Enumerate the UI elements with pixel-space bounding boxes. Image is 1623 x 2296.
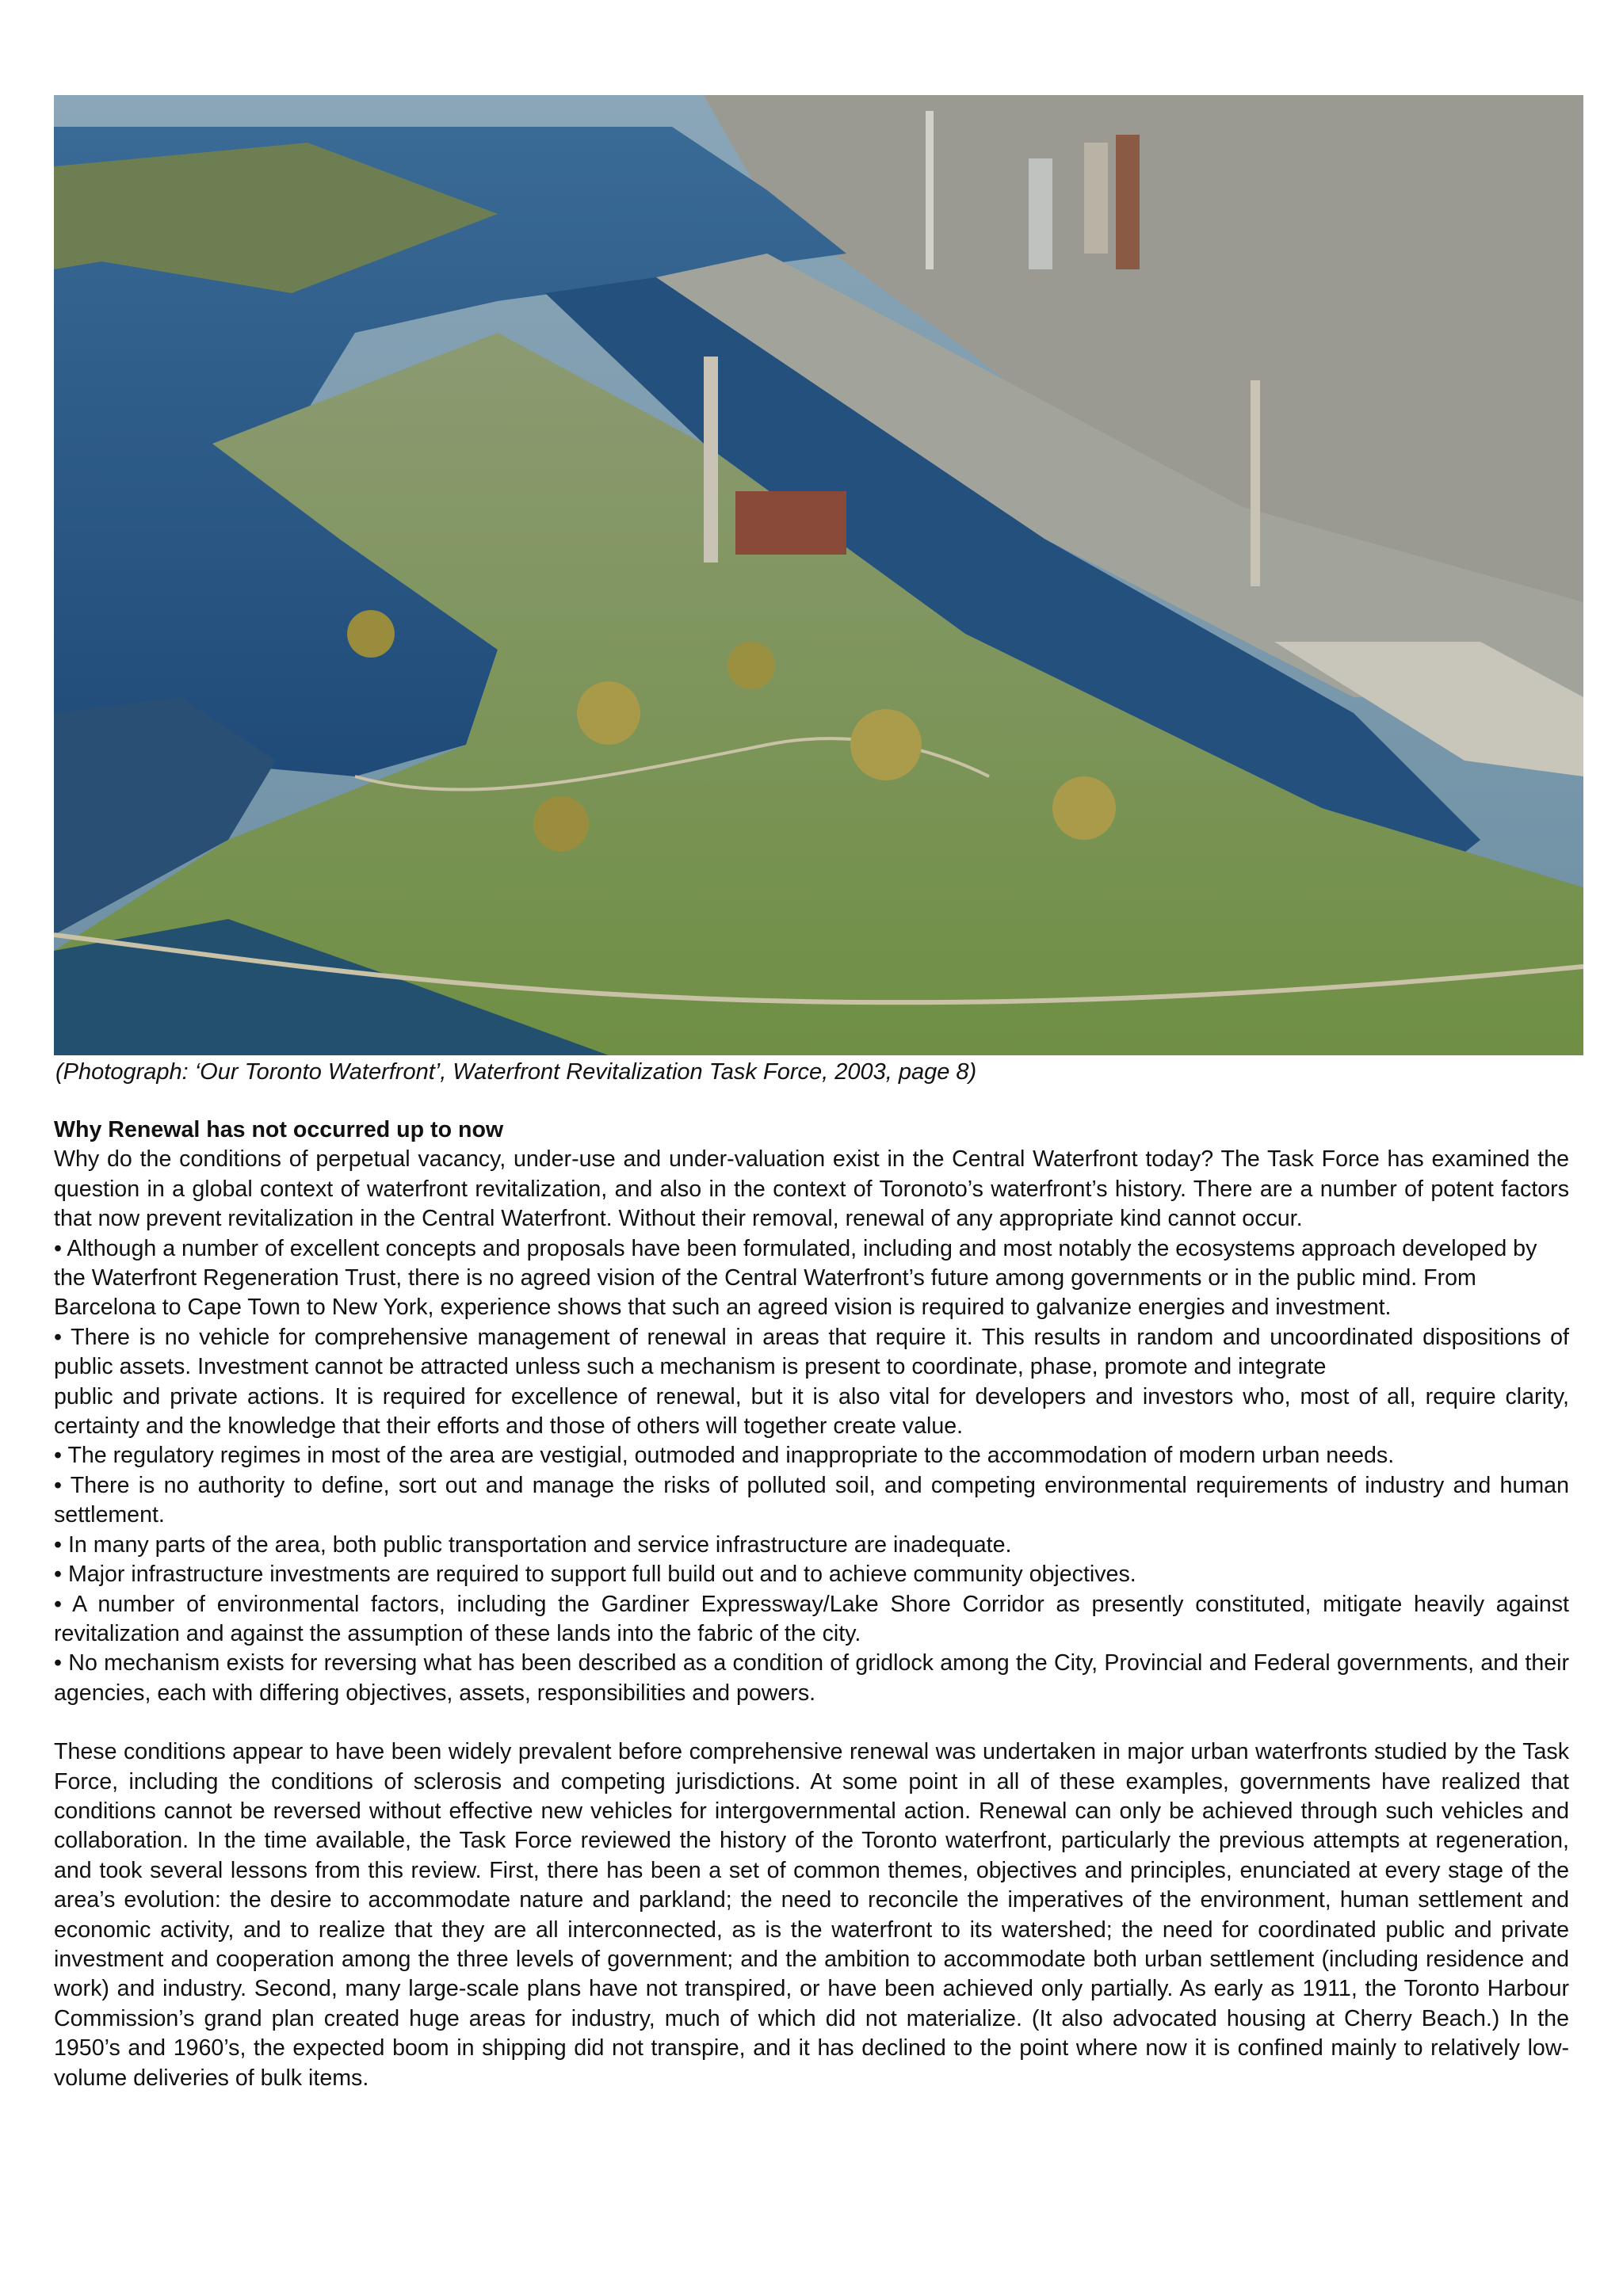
intro-paragraph: Why do the conditions of perpetual vacancy, under-use and under-valuation exist in the Central Waterfront today? The Task Force has examined the question in a global context of waterfront revitalization, and also in the context of Toronoto’s waterfront’s history. There are a number of potent factors that now prevent revitalization in the Central Waterfront. Without their removal, renewal of any appropriate kind cannot occur. [54,1146,1569,1232]
aerial-photo-illustration [54,95,1583,1055]
bullet-3: • The regulatory regimes in most of the area are vestigial, outmoded and inappropriate to the accommodation of modern urban needs. [54,1443,1395,1469]
bullet-2: • There is no vehicle for comprehensive management of renewal in areas that require it. This results in random and uncoordinated dispositions of public assets. Investment cannot be attracted unless such a mechanism is present to coordinate, phase, promote and integrate [54,1324,1569,1380]
bullet-4: • There is no authority to define, sort out and manage the risks of polluted soil, and competing environmental requirements of industry and human settlement. [54,1472,1569,1528]
paragraph-gap [54,1708,1569,1737]
section-heading: Why Renewal has not occurred up to now [54,1117,504,1142]
bullet-1: • Although a number of excellent concepts and proposals have been formulated, including and most notably the ecosystems approach developed by the Waterfront Regeneration Trust, there is no agreed vision of the Central Waterfront’s future among governments or in the public mind. From Barcelona to Cape Town to New York, experience shows that such an agreed vision is required to galvanize energies and investment. [54,1235,1537,1321]
bullet-7: • A number of environmental factors, including the Gardiner Expressway/Lake Shore Corridor as presently constituted, mitigate heavily against revitalization and against the assumption of these lands into the fabric of the city. [54,1591,1569,1646]
bullet-2-continuation: public and private actions. It is required for excellence of renewal, but it is also vital for developers and investors who, most of all, require clarity, certainty and the knowledge that their efforts and those of others will together create value. [54,1383,1569,1440]
aerial-photograph [54,95,1583,1055]
bullet-8: • No mechanism exists for reversing what has been described as a condition of gridlock among the City, Provincial and Federal governments, and their agencies, each with differing objectives, assets, responsibilities and powers. [54,1650,1569,1706]
bullet-6: • Major infrastructure investments are required to support full build out and to achieve community objectives. [54,1562,1136,1588]
conclusion-paragraph: These conditions appear to have been widely prevalent before comprehensive renewal was undertaken in major urban waterfronts studied by the Task Force, including the conditions of sclerosis and competing jurisdictions. At some point in all of these examples, governments have realized that conditions cannot be reversed without effective new vehicles for intergovernmental action. Renewal can only be achieved through such vehicles and collaboration. In the time available, the Task Force reviewed the history of the Toronto waterfront, particularly the previous attempts at regeneration, and took several lessons from this review. First, there has been a set of common themes, objectives and principles, enunciated at every stage of the area’s evolution: the desire to accommodate nature and parkland; the need to reconcile the imperatives of the environment, human settlement and economic activity, and to realize that they are all interconnected, as is the waterfront to its watershed; the need for coordinated public and private investment and cooperation among the three levels of government; and the ambition to accommodate both urban settlement (including residence and work) and industry. Second, many large-scale plans have not transpired, or have been achieved only partially. As early as 1911, the Toronto Harbour Commission’s grand plan created huge areas for industry, much of which did not materialize. (It also advocated housing at Cherry Beach.) In the 1950’s and 1960’s, the expected boom in shipping did not transpire, and it has declined to the point where now it is confined mainly to relatively low-volume deliveries of bulk items. [54,1739,1569,2091]
photo-caption: (Photograph: ‘Our Toronto Waterfront’, Waterfront Revitalization Task Force, 2003, page 8) [55,1059,977,1085]
article-body [54,1116,1569,2093]
bullet-5: • In many parts of the area, both public transportation and service infrastructure are inadequate. [54,1531,1012,1558]
